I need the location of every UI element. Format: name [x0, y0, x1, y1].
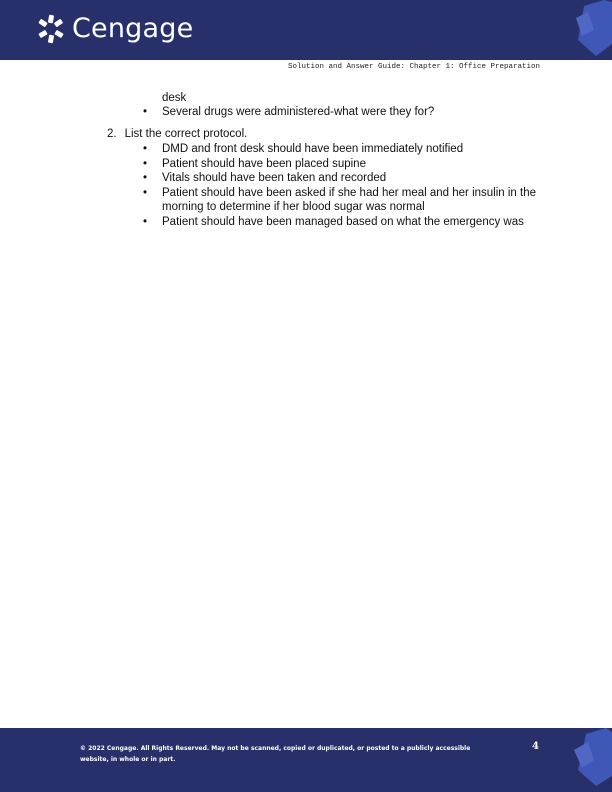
list-item-text: Patient should have been managed based on what the emergency was — [162, 215, 524, 228]
cengage-logo-mark-icon — [36, 14, 66, 44]
list-item-text: Patient should have been placed supine — [162, 157, 366, 170]
page-number: 4 — [532, 741, 539, 752]
question-heading — [107, 127, 247, 142]
decorative-corner-shape-icon — [572, 728, 612, 792]
running-head: Solution and Answer Guide: Chapter 1: Office Preparation — [287, 63, 540, 71]
list-item — [0, 186, 547, 215]
list-item — [0, 105, 547, 120]
list-item-text: Several drugs were administered-what were they for? — [162, 106, 435, 118]
bullet-list-previous — [0, 105, 547, 120]
bullet-icon: • — [143, 172, 148, 185]
list-item-text: DMD and front desk should have been immediately notified — [162, 143, 464, 155]
question-number: 2. — [107, 128, 117, 140]
list-item-text: Patient should have been asked if she had her meal and her insulin in the morning to determine if her blood sugar was normal — [162, 186, 537, 214]
bullet-icon: • — [143, 106, 148, 118]
list-item — [0, 157, 547, 172]
question-text: List the correct protocol. — [124, 128, 248, 140]
list-item — [0, 215, 547, 230]
list-item-text: Vitals should have been taken and recorded — [162, 172, 387, 185]
protocol-list — [0, 142, 547, 230]
bullet-icon: • — [143, 157, 148, 170]
continued-text: desk — [162, 92, 187, 104]
list-item — [0, 142, 547, 157]
logo-text: Cengage — [72, 13, 194, 44]
bullet-icon: • — [143, 143, 148, 155]
bullet-icon: • — [143, 186, 148, 199]
bullet-icon: • — [143, 215, 148, 228]
copyright-notice: © 2022 Cengage. All Rights Reserved. May not be scanned, copied or duplicated, or posted to a publicly accessible website, in whole or in part. — [80, 745, 471, 763]
footer-band — [0, 728, 612, 792]
cengage-logo[interactable] — [36, 14, 193, 44]
list-item — [0, 171, 547, 186]
header-band — [0, 0, 612, 60]
decorative-corner-shape-icon — [574, 0, 612, 60]
